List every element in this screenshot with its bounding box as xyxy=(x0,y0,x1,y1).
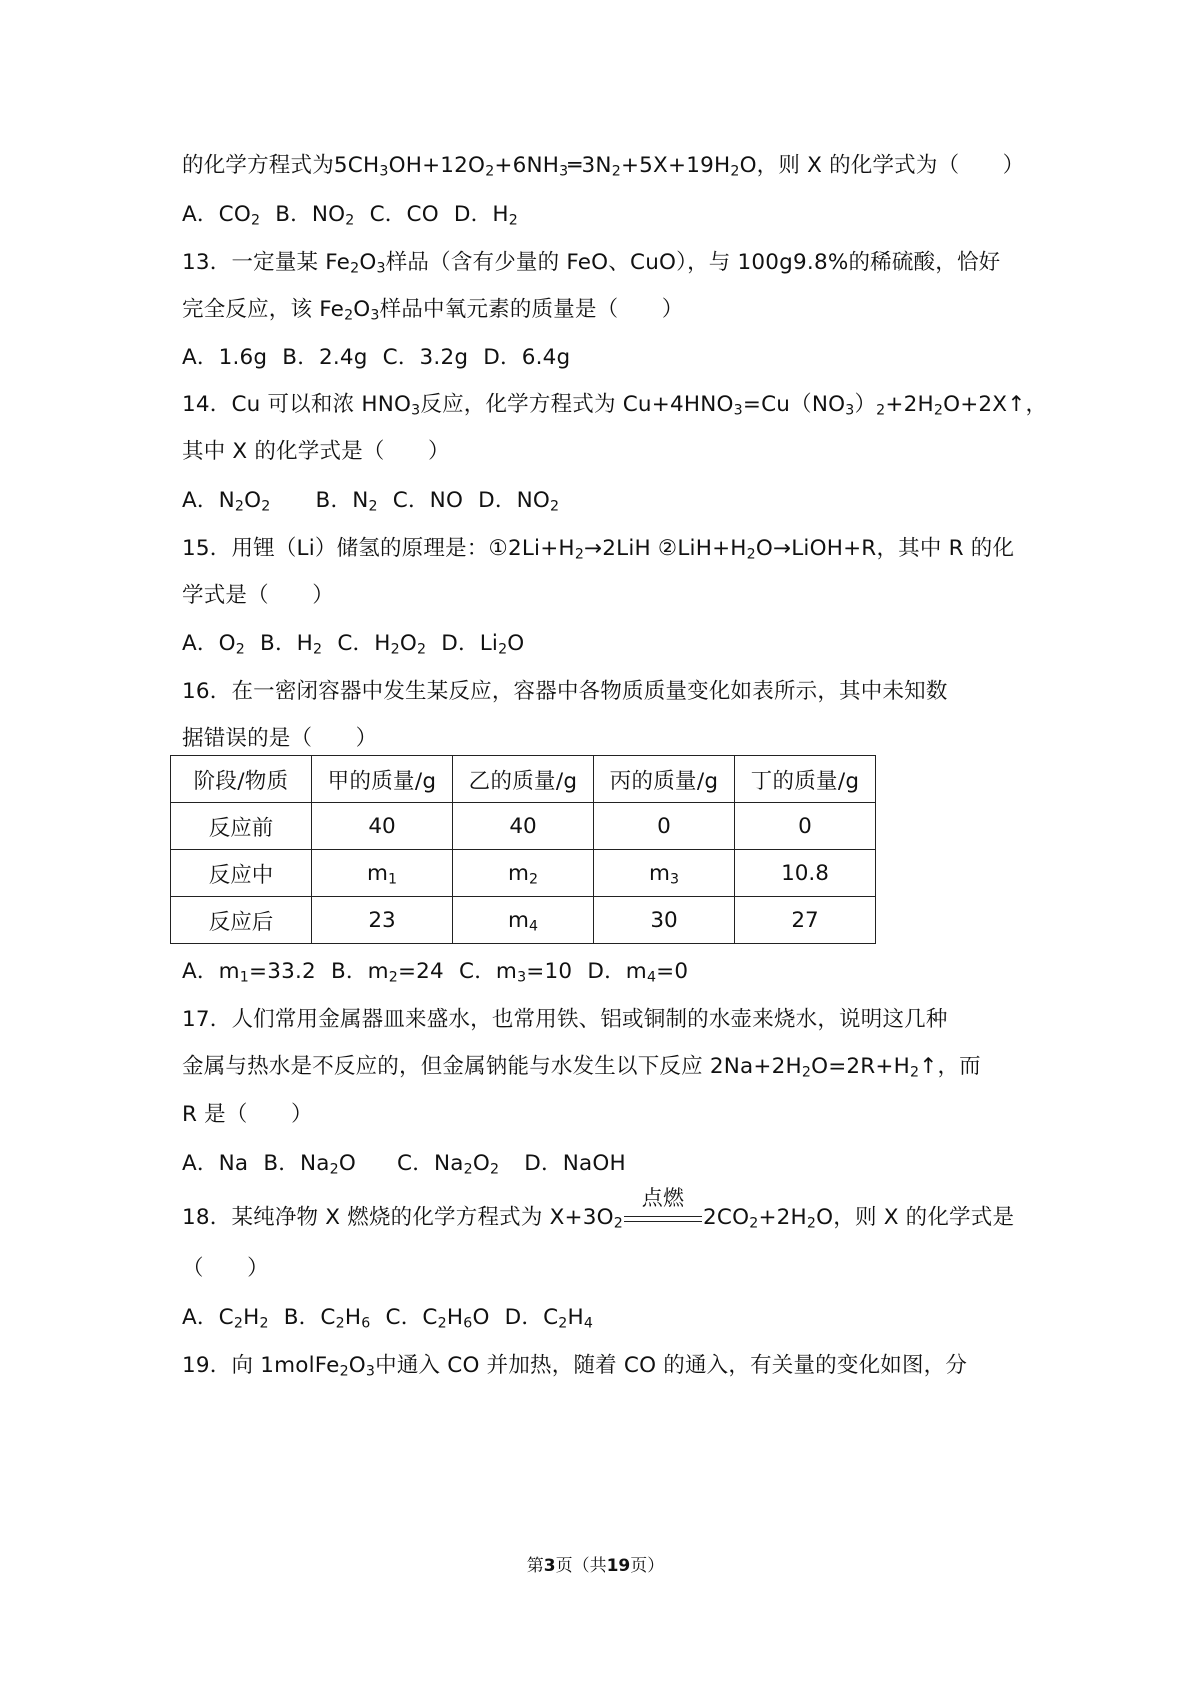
q18-option-b[interactable]: B．$C_2H_6$ xyxy=(283,1305,371,1332)
page-footer: 第3页（共19页） xyxy=(526,1556,665,1576)
q16-option-a[interactable]: A．$m_1=33.2$ xyxy=(182,959,316,986)
reaction-condition-equals xyxy=(624,1186,702,1233)
q17-option-c[interactable]: C．$Na_2O_2$ xyxy=(397,1151,500,1178)
table-row xyxy=(171,897,876,944)
q18-option-a[interactable]: A．$C_2H_2$ xyxy=(182,1305,269,1332)
q13-stem-line1: 13．一定量某 $Fe_2O_3$样品（含有少量的 FeO、CuO），与 100g9.8%的稀硫酸，恰好 xyxy=(182,250,1001,277)
table-row xyxy=(171,850,876,897)
table-header-row xyxy=(171,756,876,803)
table-row xyxy=(171,803,876,850)
q16-option-d[interactable]: D．$m_4=0$ xyxy=(587,959,689,986)
q15-option-c[interactable]: C．$H_2O_2$ xyxy=(337,631,427,658)
table-cell: 40 xyxy=(312,803,453,850)
q17-option-a[interactable]: A．Na xyxy=(182,1151,249,1176)
table-cell: 反应中 xyxy=(171,850,312,897)
table-cell: 30 xyxy=(594,897,735,944)
condition-label: 点燃 xyxy=(641,1186,685,1210)
q16-stem-line1: 16．在一密闭容器中发生某反应，容器中各物质质量变化如表所示，其中未知数 xyxy=(182,679,948,704)
q13-options xyxy=(182,343,578,373)
q14-options xyxy=(182,486,567,516)
q16-option-b[interactable]: B．$m_2=24$ xyxy=(330,959,444,986)
table-cell: 27 xyxy=(735,897,876,944)
q13-option-d[interactable]: D．6.4g xyxy=(483,345,571,370)
q16-option-c[interactable]: C．$m_3=10$ xyxy=(459,959,573,986)
q12-option-d[interactable]: D．$H_2$ xyxy=(453,202,518,229)
q17-stem-line1: 17．人们常用金属器皿来盛水，也常用铁、铝或铜制的水壶来烧水，说明这几种 xyxy=(182,1007,948,1032)
q19-stem-line1: 19．向 $1molFe_2O_3$中通入 CO 并加热，随着 CO 的通入，有关量的变化如图，分 xyxy=(182,1353,968,1380)
q17-stem-line3: R 是（ ） xyxy=(182,1102,313,1127)
q14-stem-line2: 其中 X 的化学式是（ ） xyxy=(182,439,450,464)
q12-option-b[interactable]: B．$NO_2$ xyxy=(275,202,355,229)
q14-stem-line1: 14．Cu 可以和浓 $HNO_3$反应，化学方程式为 $Cu+4HNO_3=Cu(NO_3)_2+2H_2O+2X↑$， xyxy=(182,392,1048,419)
q14-option-b[interactable]: B．$N_2$ xyxy=(315,488,378,515)
q12-option-c[interactable]: C．CO xyxy=(369,202,439,227)
q15-stem-line2: 学式是（ ） xyxy=(182,583,334,608)
q18-options xyxy=(182,1303,601,1333)
table-header-cell: 丁的质量/g xyxy=(735,756,876,803)
q14-option-c[interactable]: C．NO xyxy=(392,488,464,513)
table-header-cell: 丙的质量/g xyxy=(594,756,735,803)
q13-stem-line2: 完全反应，该 $Fe_2O_3$样品中氧元素的质量是（ ） xyxy=(182,297,684,324)
table-header-cell: 甲的质量/g xyxy=(312,756,453,803)
q13-option-b[interactable]: B．2.4g xyxy=(282,345,368,370)
q13-option-a[interactable]: A．1.6g xyxy=(182,345,268,370)
q17-option-b[interactable]: B．$Na_2O$ xyxy=(263,1151,356,1178)
table-cell: 0 xyxy=(735,803,876,850)
q16-stem-line2: 据错误的是（ ） xyxy=(182,726,378,751)
table-header-cell: 乙的质量/g xyxy=(453,756,594,803)
table-cell: 10.8 xyxy=(735,850,876,897)
q15-option-b[interactable]: B．$H_2$ xyxy=(260,631,323,658)
current-page-number: 3 xyxy=(543,1556,556,1576)
table-cell: $m_2$ xyxy=(453,850,594,897)
table-cell: $m_4$ xyxy=(453,897,594,944)
table-cell: 反应后 xyxy=(171,897,312,944)
q18-option-d[interactable]: D．$C_2H_4$ xyxy=(504,1305,594,1332)
q17-options xyxy=(182,1149,634,1179)
q12-option-a[interactable]: A．$CO_2$ xyxy=(182,202,261,229)
table-cell: 23 xyxy=(312,897,453,944)
q17-stem-line2: 金属与热水是不反应的，但金属钠能与水发生以下反应 $2Na+2H_2O=2R+H_2↑$，而 xyxy=(182,1054,981,1081)
table-header-cell: 阶段/物质 xyxy=(171,756,312,803)
q18-option-c[interactable]: C．$C_2H_6O$ xyxy=(385,1305,490,1332)
q15-option-d[interactable]: D．$Li_2O$ xyxy=(441,631,525,658)
q14-option-d[interactable]: D．$NO_2$ xyxy=(478,488,560,515)
table-cell: $m_1$ xyxy=(312,850,453,897)
q15-stem-line1: 15．用锂（Li）储氢的原理是：$①2Li+H_2\to 2LiH$ $②LiH+H_2O\to LiOH+R$，其中 R 的化 xyxy=(182,536,1015,563)
table-cell: $m_3$ xyxy=(594,850,735,897)
mass-change-table xyxy=(170,755,876,944)
table-cell: 0 xyxy=(594,803,735,850)
q12-stem-continuation: 的化学方程式为$5CH_3OH+12O_2+6NH_3═3N_2+5X+19H_2O$，则 X 的化学式为（ ） xyxy=(182,153,1025,180)
q13-option-c[interactable]: C．3.2g xyxy=(382,345,469,370)
q12-options xyxy=(182,200,526,230)
q18-stem-line2: （ ） xyxy=(182,1256,269,1281)
q14-option-a[interactable]: A．$N_2O_2$ xyxy=(182,488,271,515)
table-cell: 反应前 xyxy=(171,803,312,850)
q16-options xyxy=(182,957,696,987)
total-page-count: 19 xyxy=(606,1556,631,1576)
q15-options xyxy=(182,629,532,659)
table-cell: 40 xyxy=(453,803,594,850)
q17-option-d[interactable]: D．NaOH xyxy=(524,1151,626,1176)
q15-option-a[interactable]: A．$O_2$ xyxy=(182,631,245,658)
q18-stem-line1: 18．某纯净物 X 燃烧的化学方程式为 $X+3O_2$ 点燃 $2CO_2+2H_2O$，则 X 的化学式是 xyxy=(182,1203,1014,1233)
